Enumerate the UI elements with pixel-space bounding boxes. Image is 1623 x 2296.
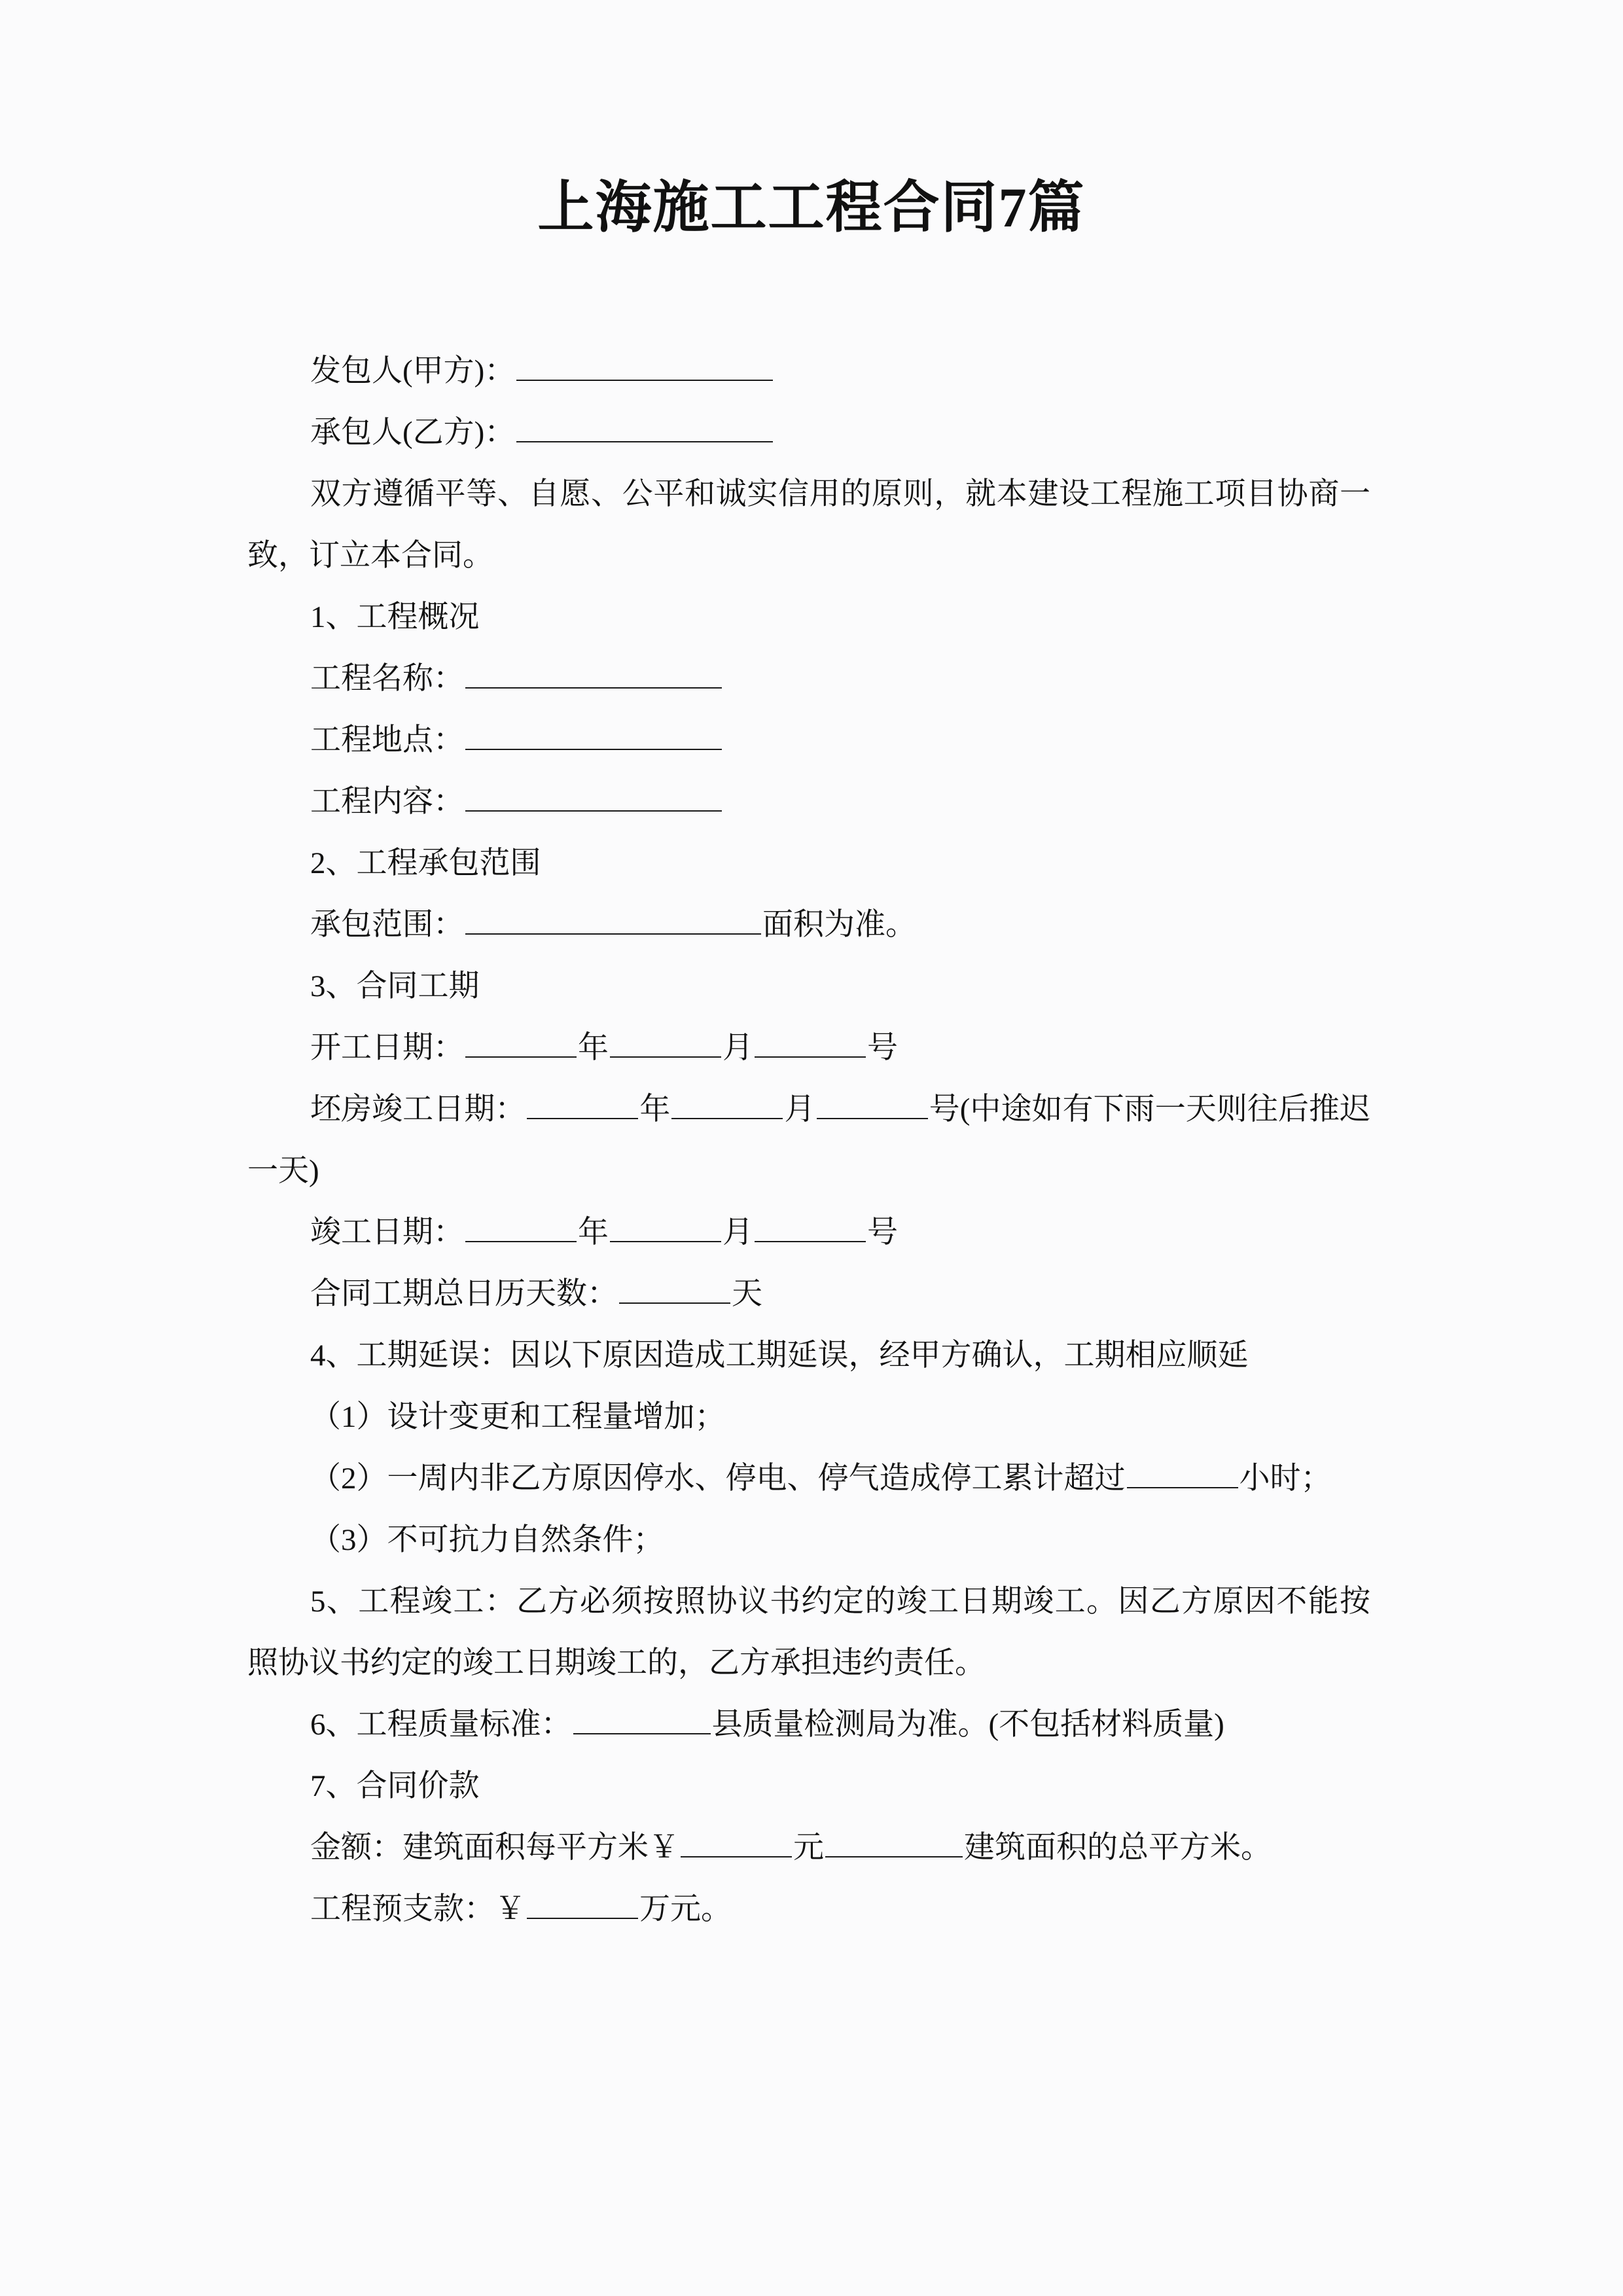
document-body (247, 340, 1370, 1940)
rough-completion-month-unit: 月 (784, 1092, 815, 1126)
completion-month-blank[interactable] (610, 1210, 721, 1242)
item-6-blank[interactable] (573, 1702, 711, 1734)
item-4-sub-3 (247, 1509, 1370, 1571)
completion-year-blank[interactable] (465, 1210, 577, 1242)
start-date-label: 开工日期： (310, 1031, 464, 1065)
party-a-label: 发包人(甲方)： (310, 354, 516, 388)
item-7-heading-text: 7、合同价款 (310, 1769, 480, 1803)
item-4-heading-text: 4、工期延误：因以下原因造成工期延误，经甲方确认，工期相应顺延 (310, 1338, 1249, 1372)
item-4-sub-2-suffix: 小时； (1239, 1462, 1332, 1496)
preamble-paragraph (247, 463, 1370, 586)
project-name-blank[interactable] (465, 656, 722, 689)
project-content-blank[interactable] (465, 780, 722, 812)
total-days-line (247, 1263, 1370, 1325)
completion-month-unit: 月 (722, 1215, 753, 1249)
rough-completion-month-blank[interactable] (671, 1087, 783, 1119)
item-7-heading (247, 1755, 1370, 1817)
advance-suffix: 万元。 (639, 1892, 732, 1926)
scope-suffix: 面积为准。 (762, 908, 916, 942)
item-1-heading-text: 1、工程概况 (310, 600, 480, 634)
item-3-heading-text: 3、合同工期 (310, 969, 480, 1003)
item-4-heading (247, 1325, 1370, 1386)
item-2-heading-text: 2、工程承包范围 (310, 846, 541, 880)
project-site-blank[interactable] (465, 718, 722, 750)
start-date-year-blank[interactable] (465, 1026, 577, 1058)
amount-suffix: 建筑面积的总平方米。 (964, 1831, 1272, 1865)
amount-total-area-blank[interactable] (825, 1825, 963, 1857)
start-date-month-blank[interactable] (610, 1026, 721, 1058)
party-a-line (247, 340, 1370, 402)
item-2-heading (247, 833, 1370, 894)
advance-blank[interactable] (527, 1887, 638, 1919)
rough-completion-line (247, 1079, 1370, 1202)
completion-day-unit: 号 (867, 1215, 898, 1249)
project-name-label: 工程名称： (310, 662, 464, 696)
page-title: 上海施工工程合同7篇 (537, 176, 1086, 239)
item-6-line (247, 1694, 1370, 1755)
start-date-line (247, 1017, 1370, 1079)
item-1-heading (247, 586, 1370, 648)
project-content-label: 工程内容： (310, 785, 464, 819)
item-6-suffix: 县质量检测局为准。(不包括材料质量) (711, 1708, 1224, 1742)
party-b-label: 承包人(乙方)： (310, 416, 516, 450)
item-4-sub-2-blank[interactable] (1127, 1456, 1238, 1488)
item-6-prefix: 6、工程质量标准： (310, 1708, 572, 1742)
rough-completion-day-unit: 号 (929, 1092, 960, 1126)
total-days-label: 合同工期总日历天数： (310, 1277, 618, 1311)
total-days-blank[interactable] (619, 1272, 730, 1304)
start-date-day-unit: 号 (867, 1031, 898, 1065)
party-b-line (247, 402, 1370, 463)
project-content-line (247, 771, 1370, 833)
advance-payment-line (247, 1878, 1370, 1940)
amount-mid: 元 (793, 1831, 824, 1865)
party-b-blank[interactable] (516, 410, 773, 442)
rough-completion-day-blank[interactable] (817, 1087, 928, 1119)
amount-prefix: 金额：建筑面积每平方米￥ (310, 1831, 679, 1865)
rough-completion-suffix: (中途如有下雨一天则往后推迟一天) (247, 1092, 1371, 1188)
item-3-heading (247, 956, 1370, 1017)
scope-label: 承包范围： (310, 908, 464, 942)
completion-day-blank[interactable] (755, 1210, 866, 1242)
rough-completion-year-blank[interactable] (527, 1087, 638, 1119)
scope-blank[interactable] (465, 903, 761, 935)
item-4-sub-3-text: （3）不可抗力自然条件； (310, 1523, 664, 1557)
rough-completion-year-unit: 年 (639, 1092, 671, 1126)
start-date-day-blank[interactable] (755, 1026, 866, 1058)
item-5-paragraph (247, 1571, 1370, 1694)
item-4-sub-2 (247, 1448, 1370, 1509)
completion-line (247, 1202, 1370, 1263)
start-date-month-unit: 月 (722, 1031, 753, 1065)
amount-line (247, 1817, 1370, 1878)
amount-unit-price-blank[interactable] (681, 1825, 792, 1857)
completion-label: 竣工日期： (310, 1215, 464, 1249)
project-site-label: 工程地点： (310, 723, 464, 757)
project-name-line (247, 648, 1370, 709)
preamble-text: 双方遵循平等、自愿、公平和诚实信用的原则，就本建设工程施工项目协商一致，订立本合同。 (247, 477, 1370, 573)
item-4-sub-1-text: （1）设计变更和工程量增加； (310, 1400, 726, 1434)
item-4-sub-2-prefix: （2）一周内非乙方原因停水、停电、停气造成停工累计超过 (310, 1462, 1126, 1496)
project-site-line (247, 709, 1370, 771)
total-days-unit: 天 (732, 1277, 762, 1311)
item-5-text: 5、工程竣工：乙方必须按照协议书约定的竣工日期竣工。因乙方原因不能按照协议书约定的竣工日期竣工的，乙方承担违约责任。 (247, 1585, 1370, 1680)
advance-prefix: 工程预支款：￥ (310, 1892, 526, 1926)
completion-year-unit: 年 (578, 1215, 609, 1249)
scope-line (247, 894, 1370, 956)
party-a-blank[interactable] (516, 349, 773, 381)
start-date-year-unit: 年 (578, 1031, 609, 1065)
rough-completion-label: 坯房竣工日期： (310, 1092, 526, 1126)
item-4-sub-1 (247, 1386, 1370, 1448)
